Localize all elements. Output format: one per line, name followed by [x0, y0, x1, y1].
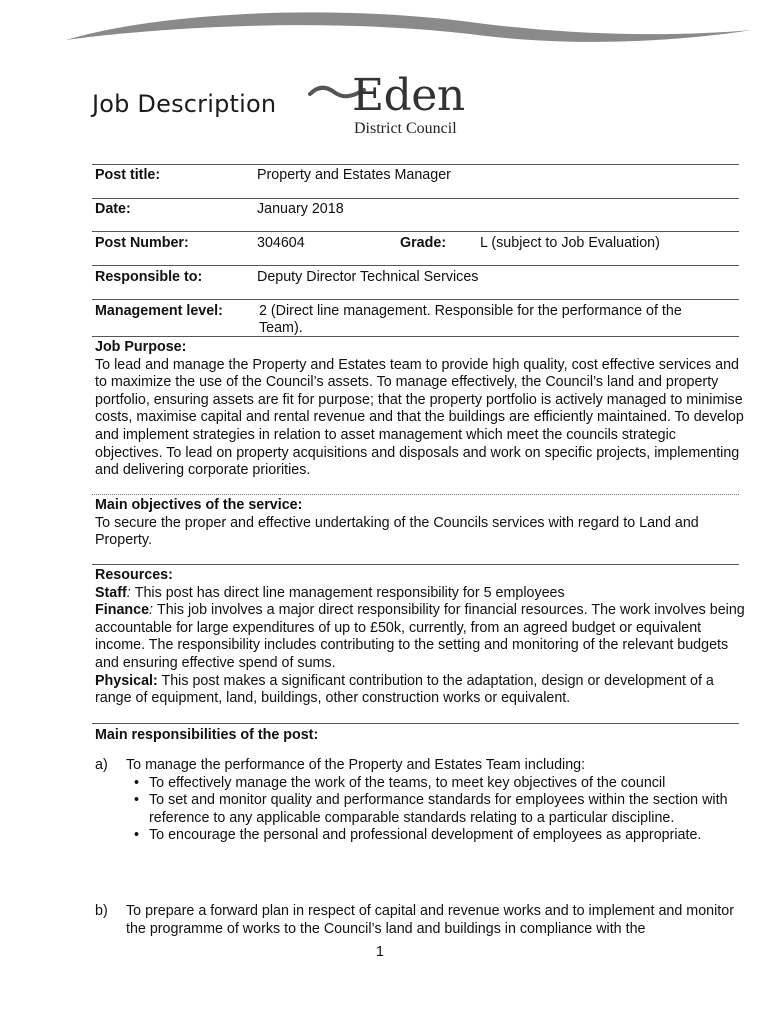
responsibility-a-bullets [126, 775, 738, 845]
job-purpose-heading: Job Purpose: [95, 339, 187, 355]
bullet-icon: • [134, 792, 140, 809]
responsibility-b-text: To prepare a forward plan in respect of capital and revenue works and to implement and monitor the programme of works to the Council’s land and buildings in compliance with the [126, 903, 734, 937]
list-item: • To set and monitor quality and performance standards for employees within the section with reference to any applicable comparable standards relating to a particular discipline. [134, 792, 728, 826]
job-purpose-text: To lead and manage the Property and Estates team to provide high quality, cost effective services and to maximize the use of the Council’s assets. To manage effectively, the Council’s land and property portfolio, ensuring assets are fit for purpose; that the property portfolio is actively managed to minimise costs, maximise capital and rental revenue and that the buildings are efficiently maintained. To develop and implement strategies in relation to asset management which meet the councils strategic objectives. To lead on property acquisitions and disposals and work on specific projects, implementing and delivering corporate priorities. [95, 356, 744, 479]
responsibility-a-letter: a) [95, 757, 108, 773]
bullet-icon: • [134, 774, 140, 791]
eden-logo [308, 68, 488, 144]
staff-text: This post has direct line management responsibility for 5 employees [134, 584, 565, 601]
resources-section [95, 567, 745, 708]
page-number: 1 [376, 944, 384, 960]
resources-staff: Staff: This post has direct line management responsibility for 5 employees [95, 584, 565, 601]
header-swoosh [0, 0, 770, 60]
main-objectives-heading: Main objectives of the service: [95, 497, 303, 513]
divider [92, 265, 739, 266]
post-title-value: Property and Estates Manager [257, 167, 451, 183]
post-title-label: Post title: [95, 167, 161, 183]
bullet-icon: • [134, 827, 140, 844]
responsibility-b-letter: b) [95, 903, 108, 919]
post-number-value: 304604 [257, 235, 305, 251]
physical-text: This post makes a significant contribution to the adaptation, design or development of a range of equipment, land, buildings, other construction works or equivalent. [95, 672, 714, 707]
logo-wordmark: Eden [352, 70, 465, 121]
resources-finance: Finance: This job involves a major direct responsibility for financial resources. The work involves being accountable for large expenditures of up to £50k, currently, from an agreed budget or equivalent income. The responsibility includes contributing to the setting and monitoring of the relevant budgets and ensuring effective spend of sums. [95, 602, 745, 671]
finance-text: This job involves a major direct responsibility for financial resources. The work involves being accountable for large expenditures of up to £50k, currently, from an agreed budget or equivalent income. The responsibility includes contributing to the setting and monitoring of the relevant budgets and ensuring effective spend of sums. [95, 602, 745, 671]
divider [92, 231, 739, 232]
job-purpose-section [95, 339, 745, 480]
responsible-to-value: Deputy Director Technical Services [257, 269, 479, 285]
resources-heading: Resources: [95, 567, 173, 583]
divider [92, 198, 739, 199]
divider [92, 299, 739, 300]
grade-label: Grade: [400, 235, 447, 251]
divider [92, 723, 739, 724]
physical-label: Physical: [95, 672, 158, 689]
date-value: January 2018 [257, 201, 344, 217]
date-label: Date: [95, 201, 131, 217]
divider [92, 164, 739, 165]
grade-value: L (subject to Job Evaluation) [480, 235, 660, 251]
divider [92, 564, 739, 565]
logo-subtitle: District Council [354, 120, 457, 137]
resources-physical [95, 673, 745, 708]
staff-label: Staff [95, 584, 127, 601]
management-level-label: Management level: [95, 303, 223, 319]
divider [92, 336, 739, 337]
divider [92, 494, 739, 495]
list-item: • To encourage the personal and professional development of employees as appropriate. [134, 827, 702, 844]
management-level-value: 2 (Direct line management. Responsible for the performance of the Team). [259, 303, 682, 336]
responsibility-a-text: To manage the performance of the Property and Estates Team including: [126, 757, 586, 773]
responsible-to-label: Responsible to: [95, 269, 203, 285]
main-objectives-text: To secure the proper and effective undertaking of the Councils services with regard to Land and Property. [95, 514, 699, 549]
list-item: • To effectively manage the work of the teams, to meet key objectives of the council [134, 774, 666, 791]
finance-label: Finance [95, 602, 150, 619]
responsibilities-heading: Main responsibilities of the post: [95, 727, 319, 743]
document-heading: Job Description [92, 90, 277, 118]
post-number-label: Post Number: [95, 235, 189, 251]
main-objectives-section [95, 497, 745, 550]
